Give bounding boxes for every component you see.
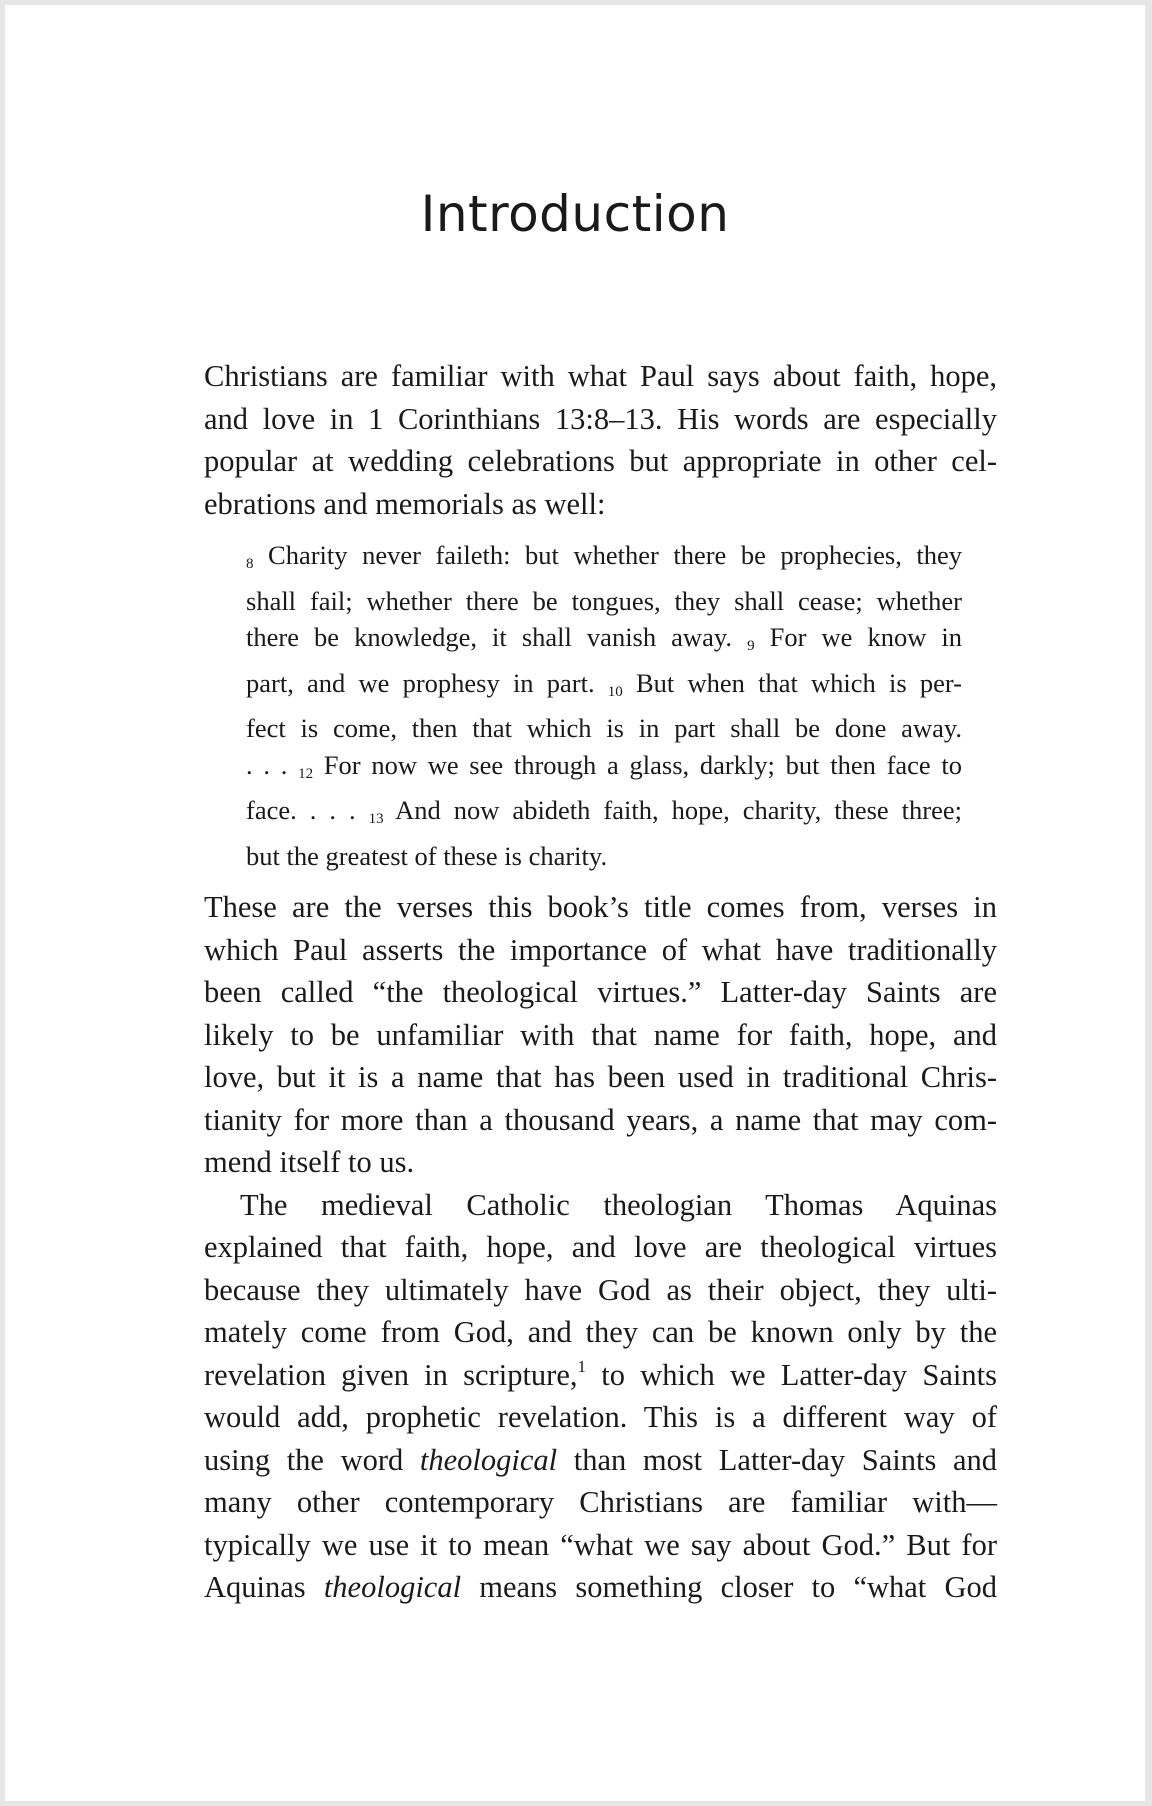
verse-number: 12	[298, 765, 314, 782]
body-paragraph	[204, 886, 997, 1184]
footnote-reference: 1	[577, 1356, 586, 1376]
text-span: using the word	[204, 1442, 420, 1477]
text-span: to which we Latter-day Saints	[585, 1357, 997, 1392]
quote-line: shall fail; whether there be tongues, they shall cease; whether	[246, 585, 962, 616]
quote-text: there be knowledge, it shall vanish away.	[246, 622, 732, 652]
quote-text: For now we see through a glass, darkly; but then face to	[323, 749, 963, 780]
body-paragraph	[204, 1184, 997, 1609]
quote-line	[246, 665, 962, 711]
scripture-quote	[246, 537, 962, 874]
text-line: because they ultimately have God as their object, they ulti-	[204, 1272, 997, 1307]
italic-term: theological	[323, 1570, 462, 1604]
verse-number: 13	[368, 811, 384, 827]
quote-line	[246, 537, 962, 583]
quote-text: But when that which is per-	[636, 667, 963, 698]
verse-number: 10	[607, 683, 623, 700]
italic-term: theological	[419, 1442, 558, 1477]
quote-line	[246, 792, 962, 838]
quote-text: . . .	[246, 749, 288, 780]
text-line	[204, 1354, 997, 1397]
text-span: means something closer to “what God	[461, 1570, 997, 1604]
text-line: typically we use it to mean “what we say about God.” But for	[204, 1527, 997, 1562]
text-line: These are the verses this book’s title comes from, verses in	[204, 890, 997, 924]
text-line: many other contemporary Christians are familiar with—	[204, 1485, 997, 1519]
quote-text: And now abideth faith, hope, charity, these three;	[395, 795, 962, 825]
intro-paragraph	[204, 355, 997, 525]
quote-line	[246, 619, 962, 665]
text-line	[204, 1566, 997, 1609]
text-line: love, but it is a name that has been used in traditional Chris-	[204, 1060, 997, 1094]
verse-number: 9	[747, 638, 755, 654]
quote-line	[246, 747, 962, 793]
text-line: would add, prophetic revelation. This is a different way of	[204, 1400, 997, 1434]
text-span: revelation given in scripture,	[204, 1357, 578, 1392]
text-line: popular at wedding celebrations but appropriate in other cel-	[204, 444, 997, 478]
text-line: tianity for more than a thousand years, a name that may com-	[204, 1102, 997, 1137]
text-line: which Paul asserts the importance of what have traditionally	[204, 932, 997, 967]
body-text	[204, 355, 997, 1609]
text-line: likely to be unfamiliar with that name for faith, hope, and	[204, 1017, 997, 1052]
quote-line: fect is come, then that which is in part shall be done away.	[246, 713, 962, 743]
quote-text: face. . . .	[246, 795, 356, 825]
text-line: mately come from God, and they can be known only by the	[204, 1315, 997, 1349]
quote-line: but the greatest of these is charity.	[246, 840, 608, 871]
quote-text: part, and we prophesy in part.	[246, 667, 595, 698]
text-line: mend itself to us.	[204, 1145, 415, 1179]
text-span: than most Latter-day Saints and	[557, 1442, 997, 1477]
verse-number: 8	[246, 556, 254, 572]
text-line: ebrations and memorials as well:	[204, 486, 606, 521]
chapter-title: Introduction	[420, 185, 730, 243]
text-line: and love in 1 Corinthians 13:8–13. His words are especially	[204, 401, 997, 436]
text-span: Aquinas	[204, 1570, 324, 1604]
text-line: explained that faith, hope, and love are theological virtues	[204, 1230, 997, 1264]
quote-text: For we know in	[769, 622, 963, 652]
quote-text: Charity never faileth: but whether there be prophecies, they	[268, 540, 962, 570]
text-line	[204, 1439, 997, 1482]
text-line: The medieval Catholic theologian Thomas Aquinas	[240, 1187, 997, 1222]
text-line: been called “the theological virtues.” Latter-day Saints are	[204, 975, 997, 1009]
text-line: Christians are familiar with what Paul says about faith, hope,	[204, 359, 997, 393]
book-page	[5, 5, 1145, 1801]
